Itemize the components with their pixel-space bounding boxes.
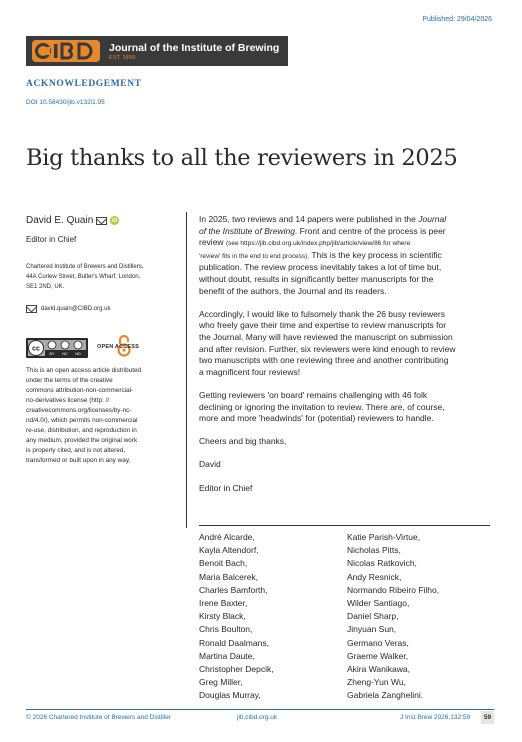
reviewer-list-col1 xyxy=(199,531,274,703)
body-line: Getting reviewers 'on board' remains challenging with 46 folk xyxy=(199,389,428,400)
reviewer-name: Germano Veras, xyxy=(347,637,409,648)
reviewer-name: Douglas Murray, xyxy=(199,690,261,701)
reviewer-name: Charles Bamforth, xyxy=(199,584,268,595)
address-line: SE1 2ND, UK. xyxy=(26,284,65,290)
column-divider xyxy=(186,212,187,528)
body-line: a magnificent four reviews! xyxy=(199,366,301,377)
author-address xyxy=(26,262,186,292)
body-line: more and more 'headwinds' for (potential) reviewers to handle. xyxy=(199,413,434,424)
license-line: no-derivatives license (http: // xyxy=(26,397,110,404)
reviewer-name: Kirsty Black, xyxy=(199,611,246,622)
license-line: any medium, provided the original work xyxy=(26,437,138,444)
body-line: who freely gave their time and expertise to review manuscripts for xyxy=(199,320,447,331)
journal-title: Journal of the Institute of Brewing xyxy=(109,42,280,54)
license-line: transformed or built upon in any way. xyxy=(26,457,131,464)
body-line: In 2025, two reviews and 14 papers were published in the Journal xyxy=(199,214,447,224)
reviewer-name: Christopher Depcik, xyxy=(199,664,274,675)
reviewer-name: Nicholas Pitts, xyxy=(347,545,401,556)
license-line: under the terms of the creative xyxy=(26,377,113,384)
reviewer-name: Akira Wanikawa, xyxy=(347,664,410,675)
license-line: creativecommons.org/licenses/by-nc- xyxy=(26,407,132,414)
cc-nc-label: NC xyxy=(62,352,68,356)
closing-line: Cheers and big thanks, xyxy=(199,436,287,447)
footer-rule xyxy=(26,709,494,710)
body-line: two manuscripts with one reviewing three and another contributing xyxy=(199,355,449,366)
reviewer-name: Graeme Walker, xyxy=(347,650,409,661)
page-number: 59 xyxy=(481,711,494,724)
doi-link[interactable]: DOI 10.58430/jib.v132i1.95 xyxy=(26,99,105,106)
cc-text: cc xyxy=(32,345,40,353)
footer-site-link[interactable]: jib.cibd.org.uk xyxy=(237,714,278,721)
body-line: Accordingly, I would like to fulsomely thank the 26 busy reviewers xyxy=(199,308,445,319)
reviewer-name: Martina Daute, xyxy=(199,650,255,661)
reviewer-name: Andy Resnick, xyxy=(347,571,402,582)
body-line: of the Institute of Brewing. Front and centre of the process is peer xyxy=(199,225,446,236)
footer-copyright: © 2026 Chartered Institute of Brewers and Distiller xyxy=(26,714,171,721)
author-role: Editor in Chief xyxy=(26,235,77,244)
cc-by-label: BY xyxy=(49,352,55,356)
footer-citation: J Inst Brew 2026,132:59 xyxy=(400,714,471,721)
reviewer-name: Normando Ribeiro Filho, xyxy=(347,584,440,595)
reviewer-list-col2 xyxy=(347,531,439,703)
body-line: benefit of the authors, the Journal and its readers. xyxy=(199,285,387,296)
author-name: David E. Quain xyxy=(26,215,94,226)
open-access-text: OPEN ACCESS xyxy=(97,344,140,350)
journal-banner[interactable] xyxy=(26,36,288,66)
body-line: and after revision. Further, six reviewers were kind enough to review xyxy=(199,343,456,354)
cc-license-badge[interactable] xyxy=(26,338,88,358)
article-title: Big thanks to all the reviewers in 2025 xyxy=(26,145,458,171)
reviewer-name: Zheng-Yun Wu, xyxy=(347,677,406,688)
cc-nd-label: ND xyxy=(75,352,81,356)
body-line: without doubt, results in significantly better manuscripts for the xyxy=(199,273,434,284)
reviewer-name: Benoit Bach, xyxy=(199,558,248,569)
reviewer-name: Katie Parish-Virtue, xyxy=(347,532,421,542)
author-line xyxy=(26,215,119,226)
journal-est: EST 1895 xyxy=(109,55,136,61)
reviewer-name: André Alcarde, xyxy=(199,532,255,542)
license-line: commons attribution-non-commercial- xyxy=(26,387,134,394)
reviewer-name: Nicolas Ratkovich, xyxy=(347,558,417,569)
signature: David xyxy=(199,459,221,470)
license-line: re-use, distribution, and reproduction in xyxy=(26,427,137,434)
reviewer-name: Ronald Daalmans, xyxy=(199,637,269,648)
reviewer-name: Gabriela Zanghelini. xyxy=(347,690,424,701)
author-email[interactable]: david.quain@CIBD.org.uk xyxy=(41,306,111,312)
license-line: This is an open access article distributed xyxy=(26,367,142,374)
reviewers-divider xyxy=(199,525,490,526)
article-type: ACKNOWLEDGEMENT xyxy=(26,79,142,89)
author-email-row xyxy=(26,305,110,313)
license-text xyxy=(26,366,181,466)
cibd-logo xyxy=(32,40,100,62)
envelope-icon[interactable] xyxy=(96,217,107,225)
reviewer-name: Jinyuan Sun, xyxy=(347,624,397,635)
address-line: 44A Curlew Street, Butler's Wharf, London, xyxy=(26,274,141,280)
reviewer-name: Greg Miller, xyxy=(199,677,243,688)
envelope-icon xyxy=(26,305,37,313)
address-line: Chartered Institute of Brewers and Distillers, xyxy=(26,264,144,270)
body-line: declining or ignoring the invitation to review. There are, of course, xyxy=(199,401,445,412)
article-body xyxy=(199,214,493,494)
reviewer-name: Daniel Sharp, xyxy=(347,611,399,622)
body-line: 'review' fits in the end to end process). This is the key process in scientific xyxy=(199,249,442,260)
reviewer-name: Kayla Altendorf, xyxy=(199,545,259,556)
body-line: review (see https://jib.cibd.org.uk/index.php/jib/article/view/86 for where xyxy=(199,237,411,248)
reviewer-name: Chris Boulton, xyxy=(199,624,253,635)
review-link[interactable]: (see https://jib.cibd.org.uk/index.php/jib/article/view/86 for where xyxy=(225,240,411,248)
reviewer-name: Irene Baxter, xyxy=(199,598,248,609)
reviewer-name: Maria Balcerek, xyxy=(199,571,259,582)
orcid-icon[interactable]: iD xyxy=(112,217,118,224)
license-line: is properly cited, and is not altered, xyxy=(26,447,126,454)
signature-role: Editor in Chief xyxy=(199,482,253,493)
license-line: nd/4.0/), which permits non-commercial xyxy=(26,417,138,424)
published-date: Published: 29/04/2026 xyxy=(422,16,492,23)
body-line: publication. The review process inevitably takes a lot of time but, xyxy=(199,262,442,273)
open-access-label xyxy=(97,344,139,350)
body-line: the Journal. Many will have reviewed the manuscript on submission xyxy=(199,331,453,342)
reviewer-name: Wilder Santiago, xyxy=(347,598,410,609)
